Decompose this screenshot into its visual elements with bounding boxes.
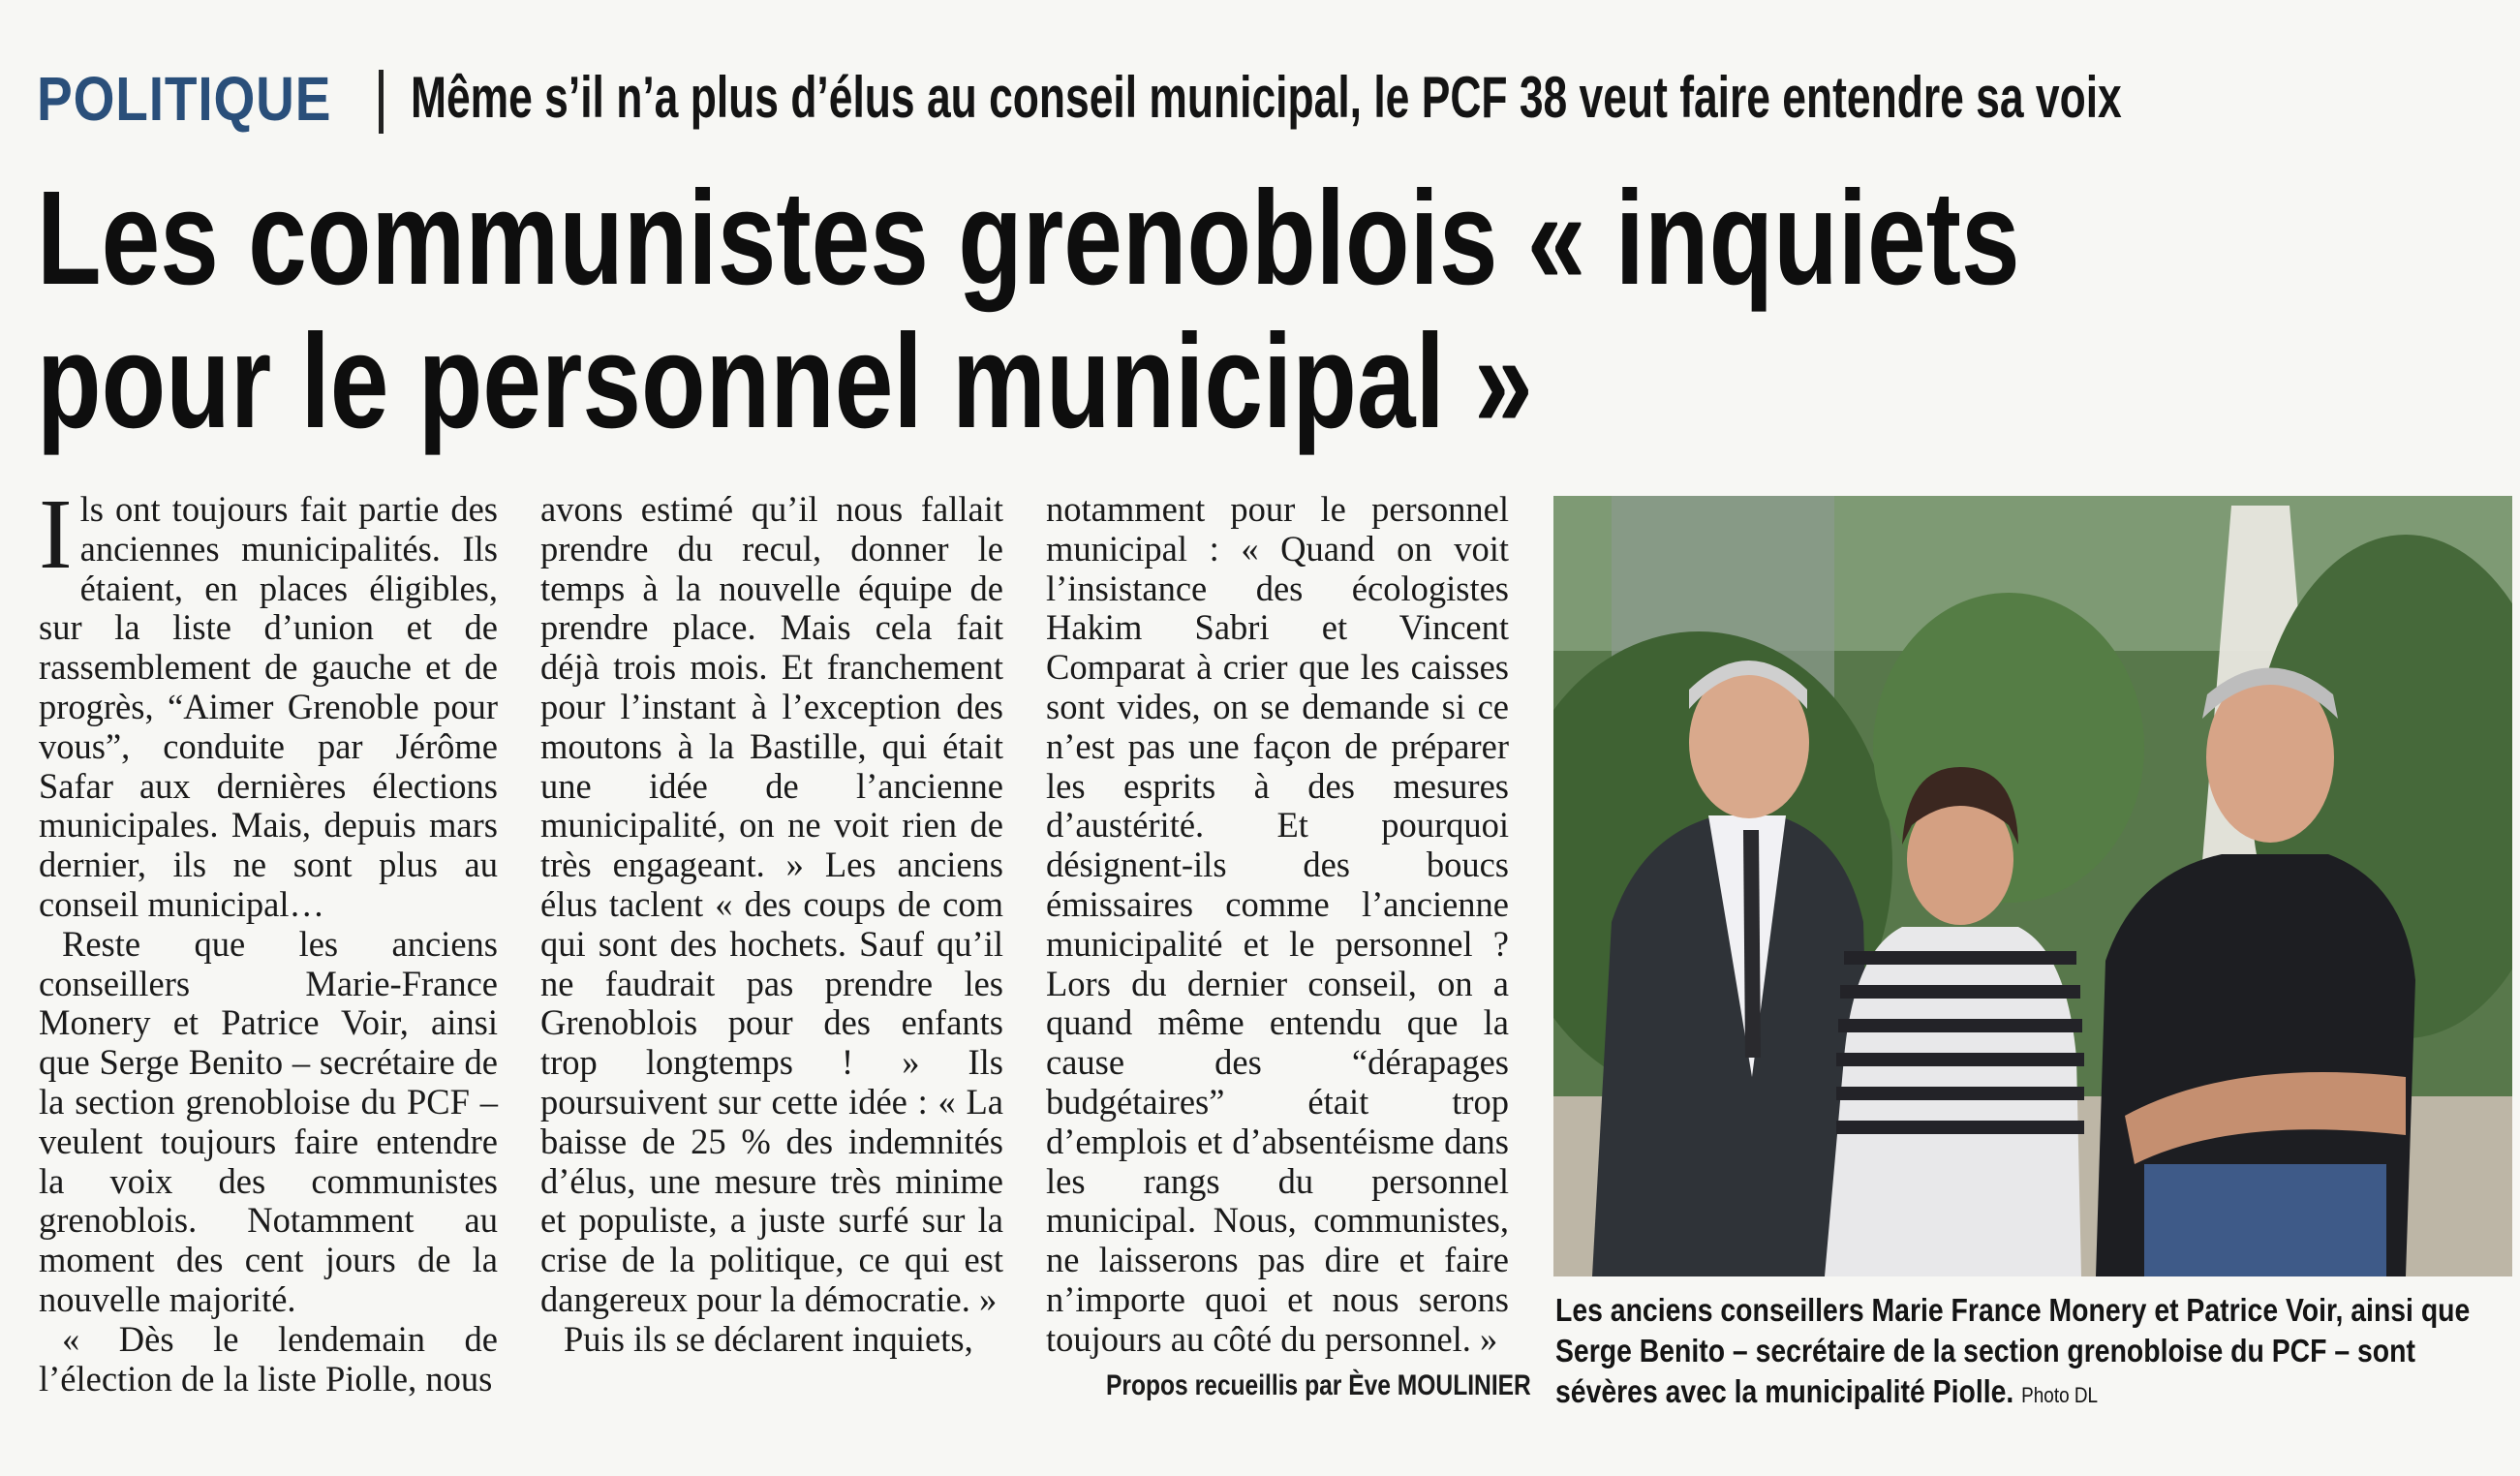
lead-text: ls ont toujours fait partie des anciennes municipalités. Ils étaient, en places éligibles, sur la liste d’union et de rassemblement de gauche et de progrès, “Aimer Grenoble pour vous”, conduite par Jérôme Safar aux dernières élections municipales. Mais, depuis mars dernier, ils ne sont plus au conseil municipal… [39, 489, 498, 924]
kicker-row [37, 60, 2122, 138]
caption-text: Les anciens conseillers Marie France Monery et Patrice Voir, ainsi que Serge Benito – secrétaire de la section grenobloise du PCF – sont sévères avec la municipalité Piolle. [1555, 1292, 2471, 1409]
kicker: Même s’il n’a plus d’élus au conseil municipal, le PCF 38 veut faire entendre sa voix [411, 65, 2122, 130]
column-2 [540, 490, 1003, 1360]
column-3 [1046, 490, 1509, 1360]
rubric-divider [379, 70, 384, 134]
paragraph-4: avons estimé qu’il nous fallait prendre du recul, donner le temps à la nouvelle équipe de prendre place. Mais cela fait déjà trois mois. Et franchement pour l’instant à l’exception des moutons à la Bastille, qui était une idée de l’ancienne municipalité, on ne voit rien de très engageant. » Les anciens élus taclent « des coups de com qui sont des hochets. Sauf qu’il ne faudrait pas prendre les Grenoblois pour des enfants trop longtemps ! » Ils poursuivent sur cette idée : « La baisse de 25 % des indemnités d’élus, une mesure très minime et populiste, a juste surfé sur la crise de la politique, ce qui est dangereux pour la démocratie. » [540, 489, 1003, 1319]
paragraph-2: Reste que les anciens conseillers Marie-France Monery et Patrice Voir, ainsi que Serge Benito – secrétaire de la section grenobloise du PCF – veulent toujours faire entendre la voix des communistes grenoblois. Notamment au moment des cent jours de la nouvelle majorité. [39, 923, 498, 1319]
lead-paragraph [39, 478, 498, 925]
headline-line-2: pour le personnel municipal » [37, 307, 1533, 456]
article-photo [1553, 496, 2512, 1276]
paragraph-5: Puis ils se déclarent inquiets, [564, 1318, 973, 1359]
paragraph-3: « Dès le lendemain de l’élection de la liste Piolle, nous [39, 1318, 498, 1399]
photo-credit: Photo DL [2021, 1383, 2099, 1407]
dropcap: I [39, 478, 73, 590]
paragraph-6: notamment pour le personnel municipal : « Quand on voit l’insistance des écologistes Hakim Sabri et Vincent Comparat à crier que les caisses sont vides, on se demande si ce n’est pas une façon de préparer les esprits à des mesures d’austérité. Et pourquoi désignent-ils des boucs émissaires comme l’ancienne municipalité et le personnel ? Lors du dernier conseil, on a quand même entendu que la cause des “dérapages budgétaires” était trop d’emplois et d’absentéisme dans les rangs du personnel municipal. Nous, communistes, ne laisserons pas dire et faire n’importe quoi et nous serons toujours au côté du personnel. » [1046, 489, 1509, 1359]
photo-caption [1555, 1290, 2513, 1416]
column-1 [39, 478, 498, 1399]
headline [37, 164, 2103, 456]
section-rubric: POLITIQUE [37, 64, 332, 134]
byline: Propos recueillis par Ève MOULINIER [1106, 1369, 1531, 1401]
photo-illustration [1553, 496, 2512, 1276]
headline-line-1: Les communistes grenoblois « inquiets [37, 164, 2020, 313]
